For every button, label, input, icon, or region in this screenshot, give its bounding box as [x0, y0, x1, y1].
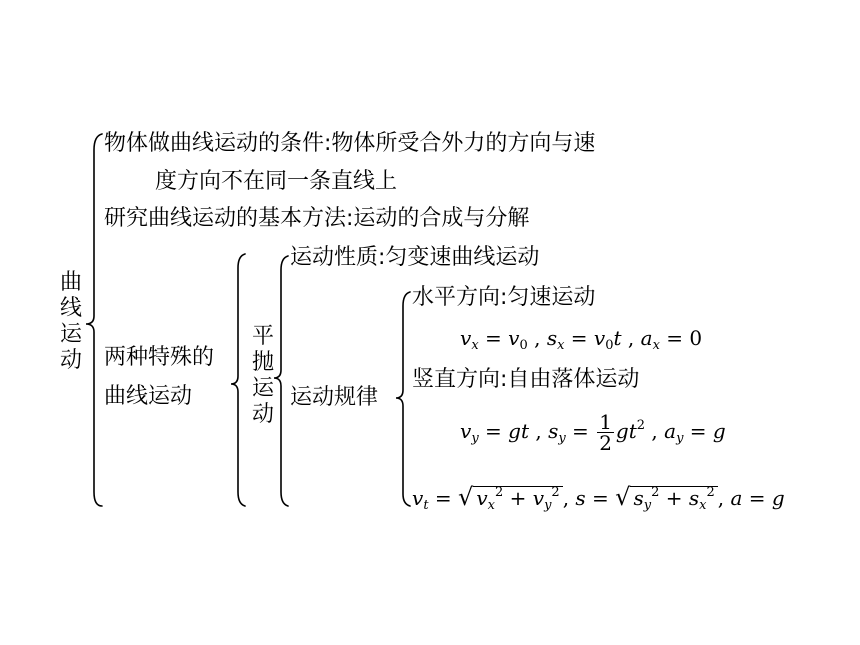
horizontal-label: 水平方向:匀速运动 [412, 285, 596, 310]
vertical-formula: $v_y$ = gt , $s_y$ = $\frac{1}{2}$ $gt^2$ , $a_y = g$ [460, 410, 726, 455]
special-line1: 两种特殊的 [104, 345, 215, 370]
special-line2: 曲线运动 [104, 384, 193, 409]
projectile-brace [274, 256, 288, 506]
horizontal-formula: $v_x = v_0$ , $s_x = v_0t$ , $a_x = 0$ [460, 326, 703, 353]
vertical-label: 竖直方向:自由落体运动 [412, 367, 640, 392]
special-brace [231, 254, 245, 506]
method-text: 研究曲线运动的基本方法:运动的合成与分解 [104, 206, 530, 231]
root-brace [86, 134, 102, 506]
projectile-label: 平抛运动 [251, 324, 274, 427]
law-brace [396, 292, 410, 506]
law-label: 运动规律 [290, 385, 379, 410]
condition-line1: 物体做曲线运动的条件:物体所受合外力的方向与速 [104, 131, 596, 156]
condition-line2: 度方向不在同一条直线上 [155, 169, 398, 194]
resultant-formula: $v_t$ = √ $v_x^2 + v_y^2$ , s = √ $s_y^2 + s_x^2$ , a = g [412, 483, 785, 513]
nature-text: 运动性质:匀变速曲线运动 [290, 245, 540, 270]
root-label: 曲线运动 [59, 270, 82, 373]
